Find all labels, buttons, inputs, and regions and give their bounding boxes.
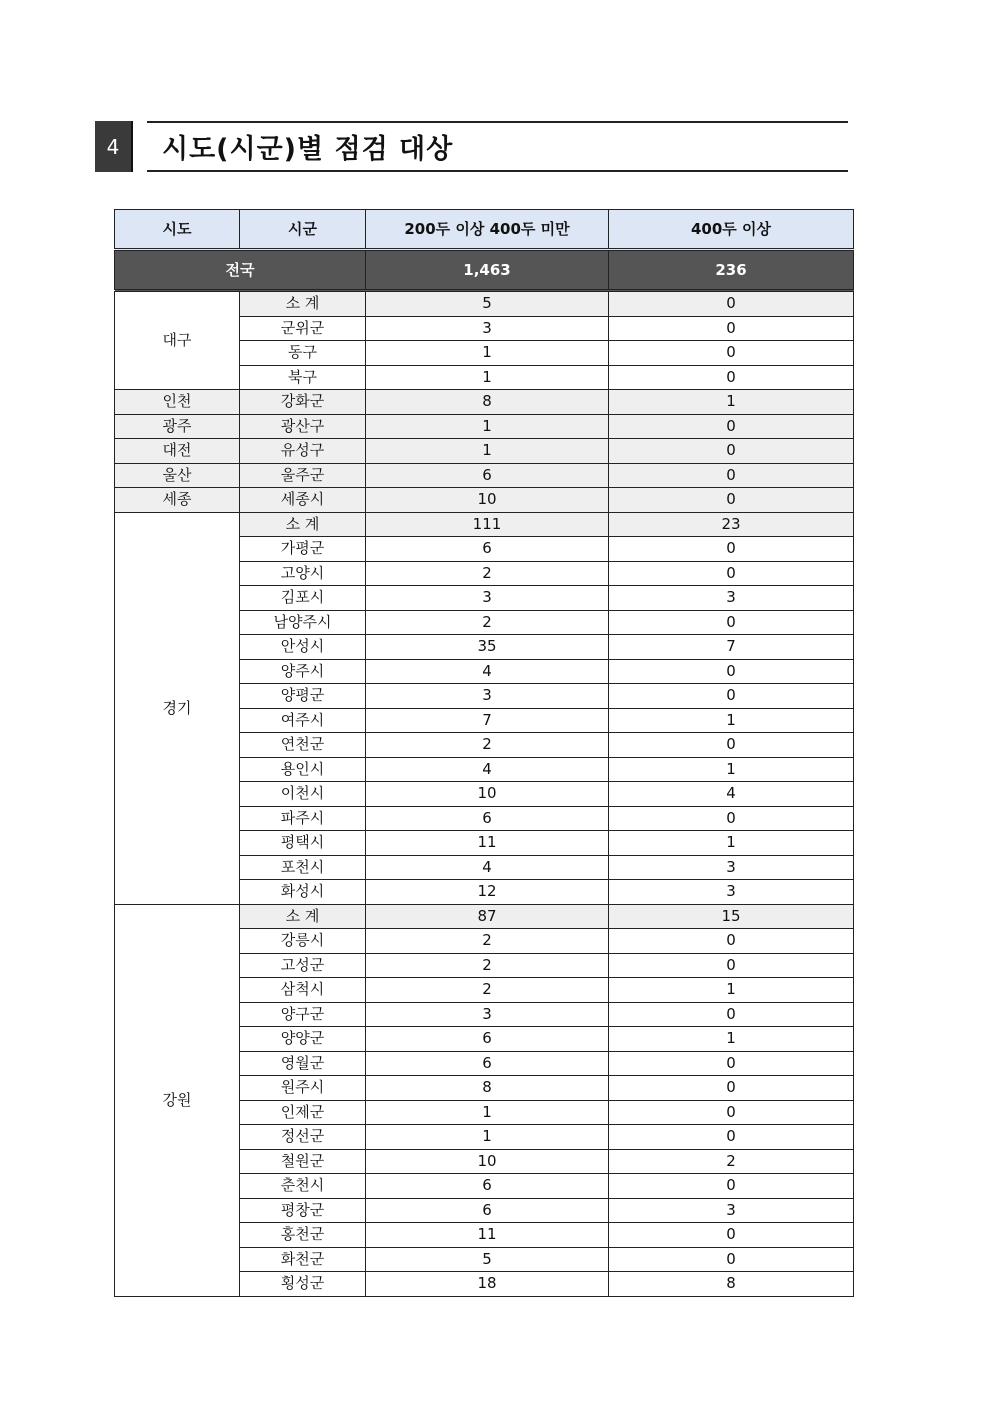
sigun-cell: 울주군: [240, 463, 366, 488]
value-400-plus-cell: 0: [609, 806, 854, 831]
value-400-plus-cell: 1: [609, 757, 854, 782]
title-rule-top: [147, 121, 848, 123]
value-400-plus-cell: 0: [609, 953, 854, 978]
value-200-400-cell: 11: [366, 831, 609, 856]
value-200-400-cell: 6: [366, 1027, 609, 1052]
table-row: [115, 439, 854, 464]
value-200-400-cell: 10: [366, 1149, 609, 1174]
value-400-plus-cell: 0: [609, 929, 854, 954]
value-200-400-cell: 3: [366, 586, 609, 611]
value-200-400-cell: 1: [366, 365, 609, 390]
value-400-plus-cell: 0: [609, 1051, 854, 1076]
subtotal-row: [115, 512, 854, 537]
value-400-plus-cell: 0: [609, 537, 854, 562]
sigun-cell: 삼척시: [240, 978, 366, 1003]
sigun-cell: 영월군: [240, 1051, 366, 1076]
value-200-400-cell: 4: [366, 855, 609, 880]
sigun-cell: 소 계: [240, 291, 366, 317]
sigun-cell: 강릉시: [240, 929, 366, 954]
sido-cell: 강원: [115, 904, 240, 1296]
sigun-cell: 파주시: [240, 806, 366, 831]
sigun-cell: 북구: [240, 365, 366, 390]
sigun-cell: 이천시: [240, 782, 366, 807]
sigun-cell: 세종시: [240, 488, 366, 513]
value-200-400-cell: 7: [366, 708, 609, 733]
value-200-400-cell: 1: [366, 1125, 609, 1150]
sigun-cell: 원주시: [240, 1076, 366, 1101]
table-row: [115, 390, 854, 415]
table-row: [115, 414, 854, 439]
value-400-plus-cell: 1: [609, 390, 854, 415]
sido-cell: 경기: [115, 512, 240, 904]
value-200-400-cell: 6: [366, 463, 609, 488]
sido-cell: 인천: [115, 390, 240, 415]
sigun-cell: 춘천시: [240, 1174, 366, 1199]
value-200-400-cell: 12: [366, 880, 609, 905]
value-200-400-cell: 3: [366, 1002, 609, 1027]
value-200-400-cell: 11: [366, 1223, 609, 1248]
value-200-400-cell: 8: [366, 1076, 609, 1101]
value-400-plus-cell: 3: [609, 586, 854, 611]
subtotal-row: [115, 291, 854, 317]
value-200-400-cell: 3: [366, 684, 609, 709]
value-200-400-cell: 18: [366, 1272, 609, 1297]
value-400-plus-cell: 3: [609, 1198, 854, 1223]
sigun-cell: 철원군: [240, 1149, 366, 1174]
value-400-plus-cell: 15: [609, 904, 854, 929]
value-200-400-cell: 8: [366, 390, 609, 415]
section-title: 시도(시군)별 점검 대상: [162, 134, 454, 165]
header-400-plus: 400두 이상: [609, 210, 854, 250]
value-400-plus-cell: 0: [609, 561, 854, 586]
sido-cell: 울산: [115, 463, 240, 488]
value-200-400-cell: 6: [366, 1051, 609, 1076]
value-200-400-cell: 5: [366, 291, 609, 317]
value-400-plus-cell: 0: [609, 439, 854, 464]
sigun-cell: 군위군: [240, 316, 366, 341]
sigun-cell: 횡성군: [240, 1272, 366, 1297]
sigun-cell: 포천시: [240, 855, 366, 880]
sigun-cell: 안성시: [240, 635, 366, 660]
value-200-400-cell: 2: [366, 733, 609, 758]
sigun-cell: 여주시: [240, 708, 366, 733]
header-row: [115, 210, 854, 250]
sido-cell: 대구: [115, 291, 240, 390]
value-400-plus-cell: 1: [609, 708, 854, 733]
value-200-400-cell: 111: [366, 512, 609, 537]
value-200-400-cell: 4: [366, 757, 609, 782]
sigun-cell: 강화군: [240, 390, 366, 415]
sigun-cell: 양양군: [240, 1027, 366, 1052]
value-400-plus-cell: 0: [609, 488, 854, 513]
sido-cell: 세종: [115, 488, 240, 513]
header-200-400: 200두 이상 400두 미만: [366, 210, 609, 250]
subtotal-row: [115, 904, 854, 929]
sigun-cell: 인제군: [240, 1100, 366, 1125]
value-400-plus-cell: 0: [609, 1223, 854, 1248]
sigun-cell: 양구군: [240, 1002, 366, 1027]
value-200-400-cell: 6: [366, 1174, 609, 1199]
value-400-plus-cell: 0: [609, 291, 854, 317]
value-400-plus-cell: 0: [609, 659, 854, 684]
value-400-plus-cell: 3: [609, 880, 854, 905]
value-200-400-cell: 6: [366, 1198, 609, 1223]
value-200-400-cell: 3: [366, 316, 609, 341]
sigun-cell: 고성군: [240, 953, 366, 978]
value-200-400-cell: 2: [366, 561, 609, 586]
value-400-plus-cell: 7: [609, 635, 854, 660]
sigun-cell: 고양시: [240, 561, 366, 586]
sigun-cell: 광산구: [240, 414, 366, 439]
sigun-cell: 소 계: [240, 512, 366, 537]
value-200-400-cell: 5: [366, 1247, 609, 1272]
value-400-plus-cell: 0: [609, 316, 854, 341]
value-400-plus-cell: 0: [609, 1076, 854, 1101]
sigun-cell: 용인시: [240, 757, 366, 782]
sigun-cell: 평택시: [240, 831, 366, 856]
sido-cell: 대전: [115, 439, 240, 464]
value-200-400-cell: 2: [366, 610, 609, 635]
value-400-plus-cell: 3: [609, 855, 854, 880]
table-row: [115, 463, 854, 488]
value-400-plus-cell: 1: [609, 1027, 854, 1052]
header-sido: 시도: [115, 210, 240, 250]
section-number: 4: [95, 121, 133, 172]
value-400-plus-cell: 2: [609, 1149, 854, 1174]
value-400-plus-cell: 0: [609, 610, 854, 635]
sigun-cell: 화성시: [240, 880, 366, 905]
value-400-plus-cell: 8: [609, 1272, 854, 1297]
sigun-cell: 유성구: [240, 439, 366, 464]
value-400-plus-cell: 0: [609, 1100, 854, 1125]
value-400-plus-cell: 0: [609, 365, 854, 390]
value-200-400-cell: 4: [366, 659, 609, 684]
total-label: 전국: [115, 250, 366, 291]
value-200-400-cell: 10: [366, 782, 609, 807]
value-200-400-cell: 6: [366, 806, 609, 831]
value-200-400-cell: 10: [366, 488, 609, 513]
sigun-cell: 정선군: [240, 1125, 366, 1150]
value-400-plus-cell: 0: [609, 684, 854, 709]
value-400-plus-cell: 0: [609, 463, 854, 488]
value-400-plus-cell: 0: [609, 414, 854, 439]
value-200-400-cell: 1: [366, 1100, 609, 1125]
value-400-plus-cell: 23: [609, 512, 854, 537]
total-200-400: 1,463: [366, 250, 609, 291]
sigun-cell: 화천군: [240, 1247, 366, 1272]
value-200-400-cell: 6: [366, 537, 609, 562]
sigun-cell: 동구: [240, 341, 366, 366]
total-row: [115, 250, 854, 291]
sido-cell: 광주: [115, 414, 240, 439]
value-400-plus-cell: 0: [609, 1125, 854, 1150]
value-400-plus-cell: 0: [609, 1174, 854, 1199]
value-400-plus-cell: 1: [609, 978, 854, 1003]
section-heading: [95, 121, 848, 172]
value-200-400-cell: 35: [366, 635, 609, 660]
sigun-cell: 양평군: [240, 684, 366, 709]
value-400-plus-cell: 1: [609, 831, 854, 856]
sigun-cell: 소 계: [240, 904, 366, 929]
header-sigun: 시군: [240, 210, 366, 250]
value-200-400-cell: 2: [366, 978, 609, 1003]
value-400-plus-cell: 0: [609, 341, 854, 366]
sigun-cell: 양주시: [240, 659, 366, 684]
value-400-plus-cell: 0: [609, 733, 854, 758]
value-400-plus-cell: 0: [609, 1247, 854, 1272]
sigun-cell: 김포시: [240, 586, 366, 611]
value-200-400-cell: 2: [366, 953, 609, 978]
sigun-cell: 평창군: [240, 1198, 366, 1223]
value-200-400-cell: 2: [366, 929, 609, 954]
sigun-cell: 가평군: [240, 537, 366, 562]
title-rule-bottom: [147, 170, 848, 172]
sigun-cell: 홍천군: [240, 1223, 366, 1248]
table-row: [115, 488, 854, 513]
value-200-400-cell: 87: [366, 904, 609, 929]
value-200-400-cell: 1: [366, 414, 609, 439]
value-400-plus-cell: 4: [609, 782, 854, 807]
sigun-cell: 남양주시: [240, 610, 366, 635]
value-400-plus-cell: 0: [609, 1002, 854, 1027]
inspection-target-table: [114, 209, 854, 1297]
sigun-cell: 연천군: [240, 733, 366, 758]
value-200-400-cell: 1: [366, 341, 609, 366]
total-400-plus: 236: [609, 250, 854, 291]
value-200-400-cell: 1: [366, 439, 609, 464]
